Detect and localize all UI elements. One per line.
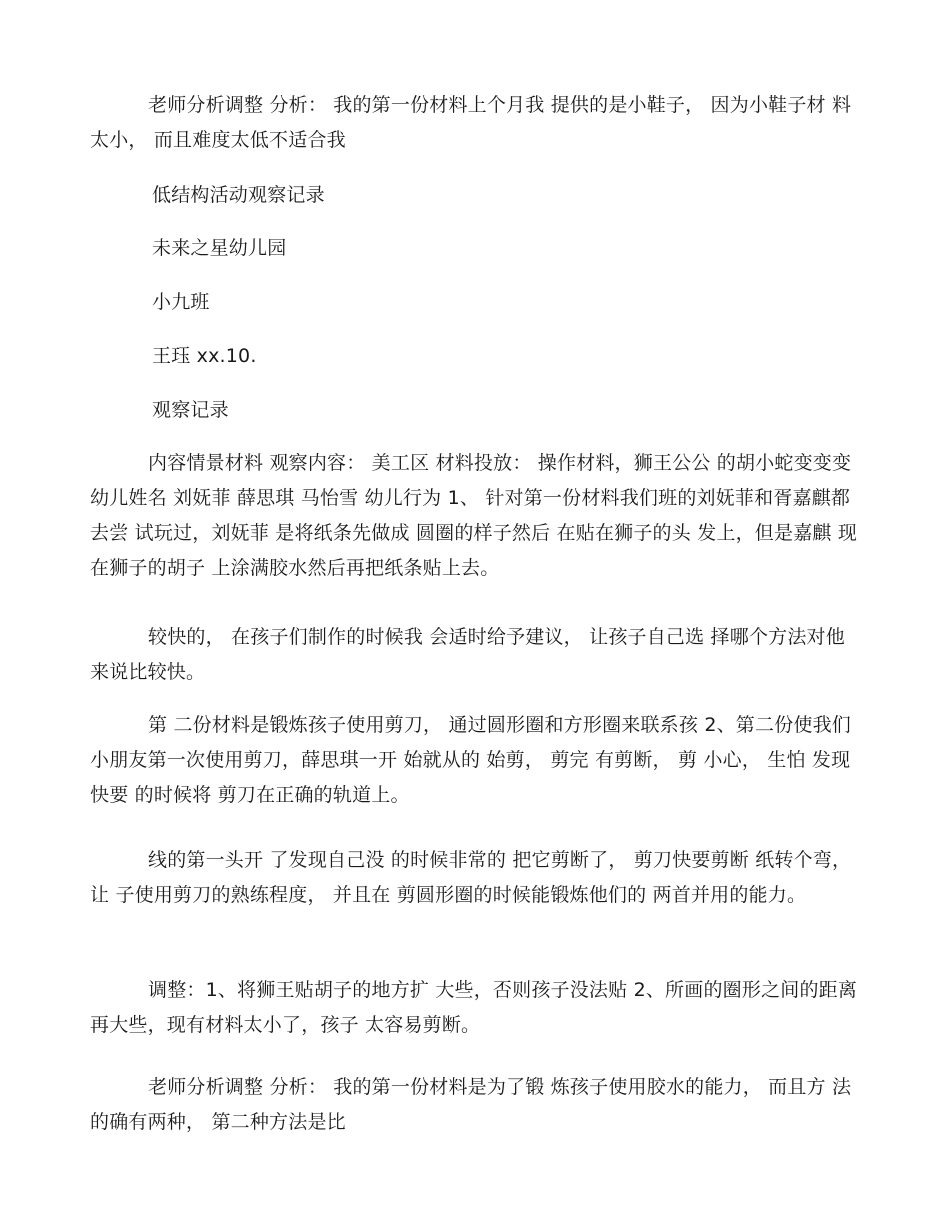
paragraph-teacher-analysis-2: 老师分析调整 分析： 我的第一份材料是为了锻 炼孩子使用胶水的能力， 而且方 法的确有两种， 第二种方法是比 [90,1076,852,1133]
paragraph-second-material: 第 二份材料是锻炼孩子使用剪刀， 通过圆形圈和方形圈来联系孩 2、第二份使我们小朋友第一次使用剪刀，薛思琪一开 始就从的 始剪， 剪完 有剪断， 剪 小心， 生怕 发现快要 的时候将 剪刀在正确的轨道上。 [90,714,852,806]
activity-title: 低结构活动观察记录 [152,184,325,206]
paragraph-teacher-analysis-1: 老师分析调整 分析： 我的第一份材料上个月我 提供的是小鞋子， 因为小鞋子材 料太小， 而且难度太低不适合我 [90,94,852,151]
paragraph-observation-content: 内容情景材料 观察内容： 美工区 材料投放： 操作材料，狮王公公 的胡小蛇变变变 幼儿姓名 刘妩菲 薛思琪 马怡雪 幼儿行为 1、 针对第一份材料我们班的刘妩菲和胥嘉麒都去尝 试玩过，刘妩菲 是将纸条先做成 圆圈的样子然后 在贴在狮子的头 发上，但是嘉麒 现在狮子的胡子 上涂满胶水然后再把纸条贴上去。 [90,452,858,579]
author-date: 王珏 xx.10. [152,345,257,367]
paragraph-adjustment: 调整：1、将狮王贴胡子的地方扩 大些，否则孩子没法贴 2、所画的圈形之间的距离 再大些，现有材料太小了，孩子 太容易剪断。 [90,979,858,1036]
paragraph-scissors-skill: 线的第一头开 了发现自己没 的时候非常的 把它剪断了， 剪刀快要剪断 纸转个弯，让 子使用剪刀的熟练程度， 并且在 剪圆形圈的时候能锻炼他们的 两首并用的能力。 [90,849,852,906]
class-name: 小九班 [152,291,210,313]
record-heading: 观察记录 [152,399,229,421]
kindergarten-name: 未来之星幼儿园 [152,237,287,259]
paragraph-suggestion: 较快的， 在孩子们制作的时候我 会适时给予建议， 让孩子自己选 择哪个方法对他来说比较快。 [90,626,845,683]
